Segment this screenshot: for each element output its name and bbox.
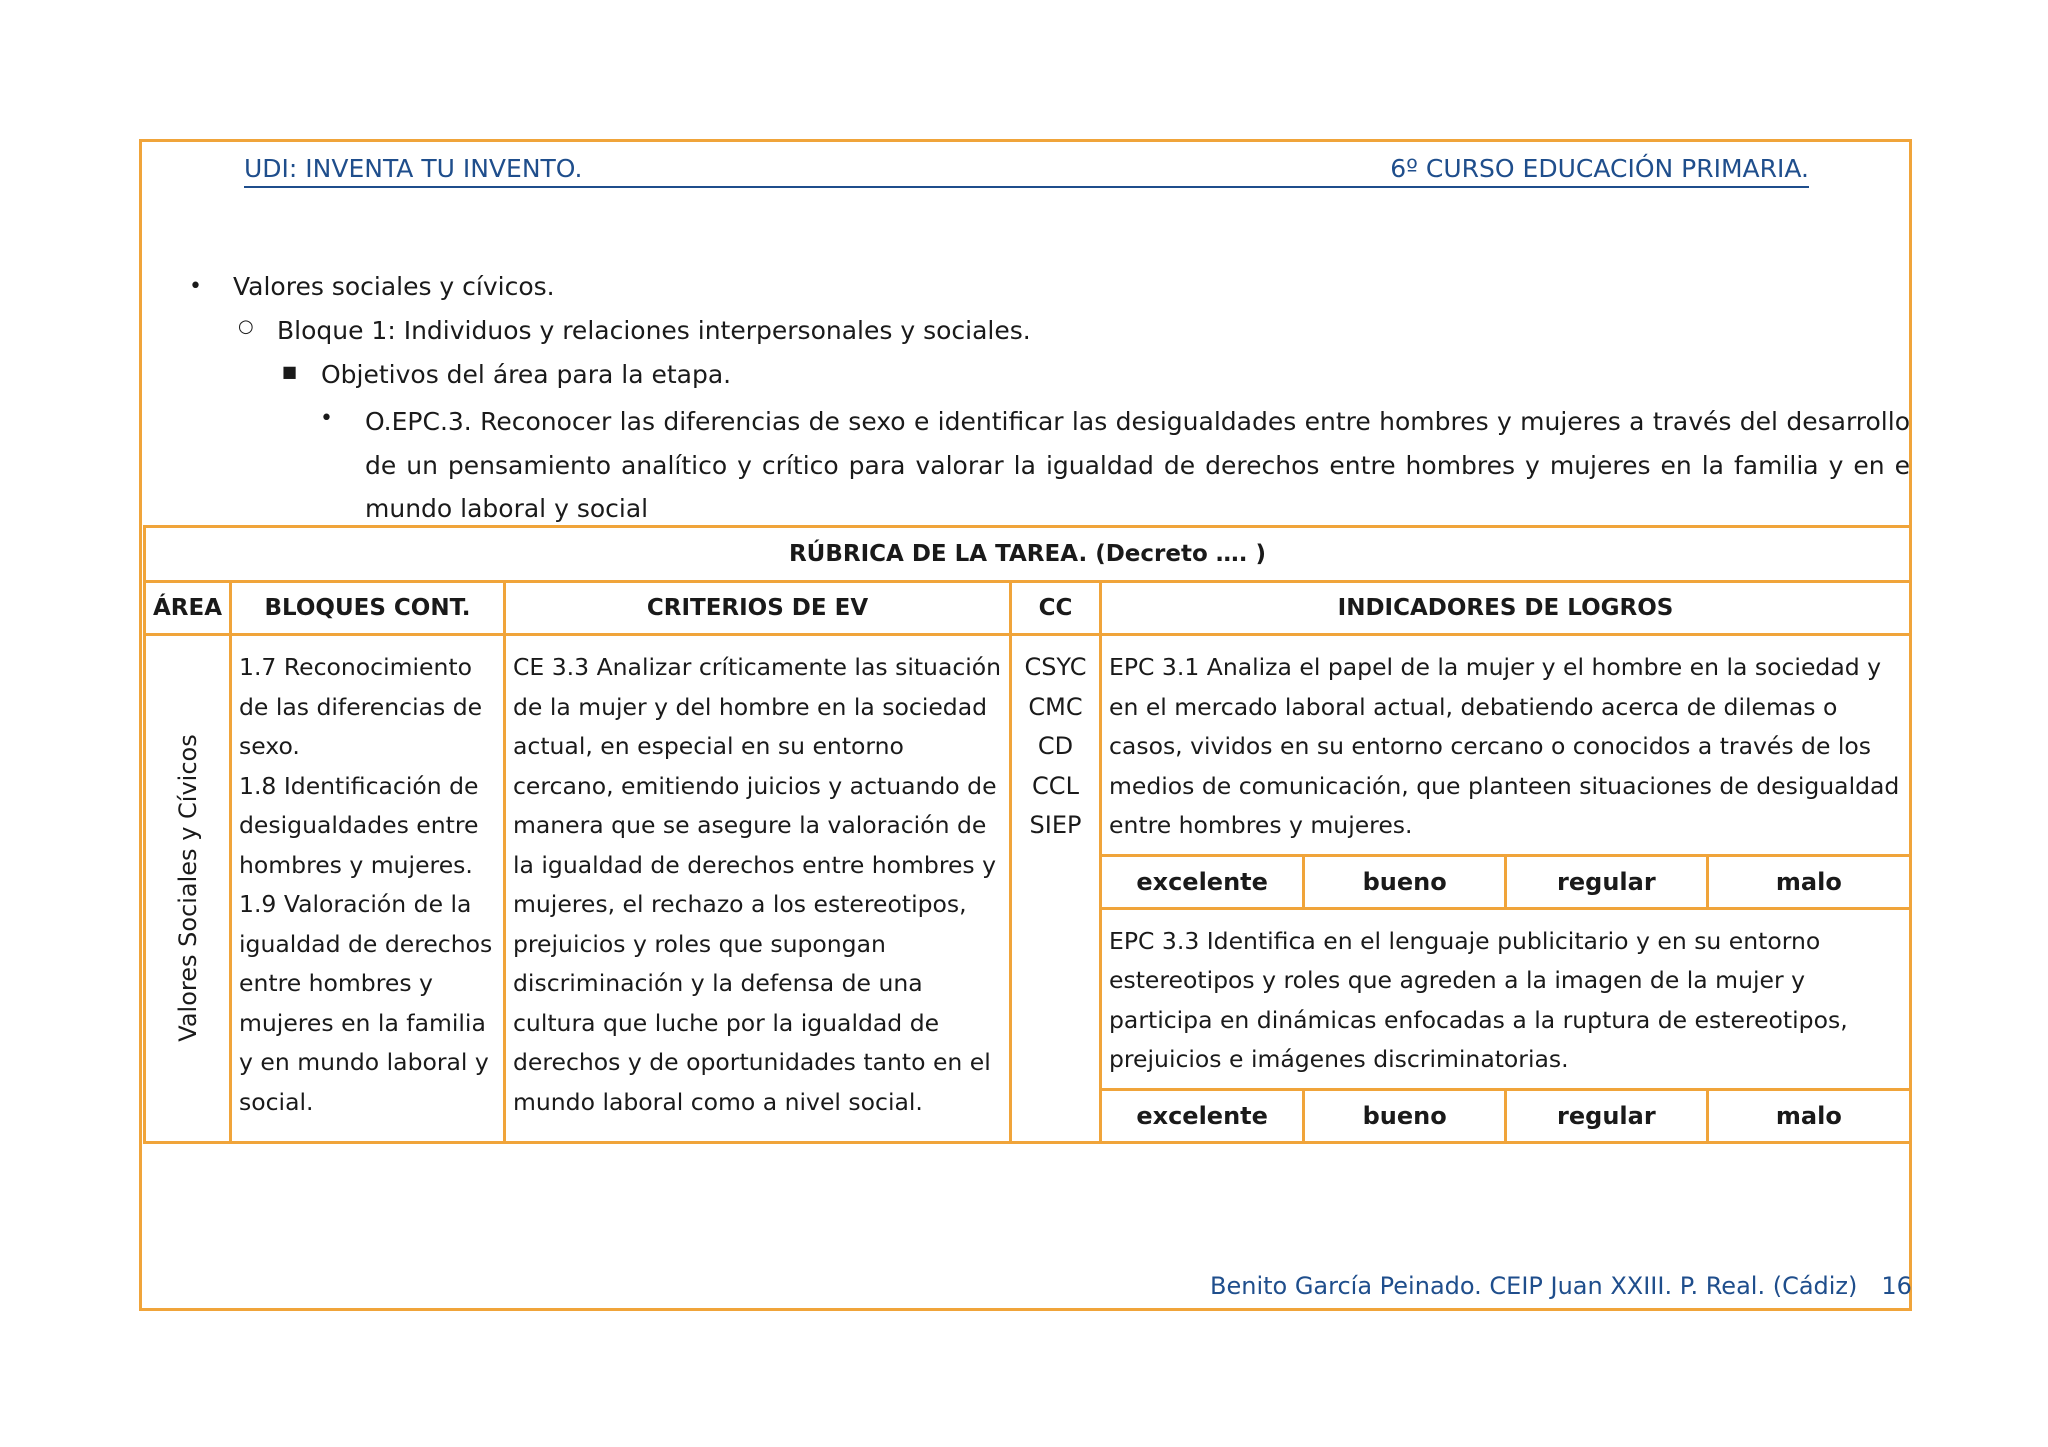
list-item-bloque: Bloque 1: Individuos y relaciones interpersonales y sociales. xyxy=(277,316,1031,345)
grade-excelente: excelente xyxy=(1102,855,1304,908)
list-item-objetivos: Objetivos del área para la etapa. xyxy=(321,360,732,389)
criterios-text: CE 3.3 Analizar críticamente las situación de la mujer y del hombre en la sociedad actual, en especial en su entorno cercano, emitiendo juicios y actuando de manera que se asegure la valoración de la igualdad de derechos entre hombres y mujeres, el rechazo a los estereotipos, prejuicios y roles que supongan discriminación y la defensa de una cultura que luche por la igualdad de derechos y de oportunidades tanto en el mundo laboral como a nivel social. xyxy=(513,653,1002,1116)
indicador-1 xyxy=(1102,636,1909,855)
list-item-area: Valores sociales y cívicos. xyxy=(233,272,555,301)
header-course: 6º CURSO EDUCACIÓN PRIMARIA. xyxy=(1390,154,1809,183)
cc-item: CSYC xyxy=(1024,653,1087,681)
area-name: Valores Sociales y Cívicos xyxy=(173,734,202,1042)
indicador-2-text: EPC 3.3 Identifica en el lenguaje publicitario y en su entorno estereotipos y roles que agreden a la imagen de la mujer y participa en dinámicas enfocadas a la ruptura de estereotipos, prejuicios e imágenes discriminatorias. xyxy=(1109,926,1848,1073)
cc-item: CCL xyxy=(1032,771,1079,800)
cc-cell xyxy=(1011,635,1101,1143)
page-header xyxy=(244,152,1809,188)
bullet-square-icon: ■ xyxy=(282,362,298,381)
header-criterios: CRITERIOS DE EV xyxy=(505,582,1011,635)
grade-regular: regular xyxy=(1506,855,1708,908)
cc-item: CD xyxy=(1037,732,1074,760)
objective-text: O.EPC.3. Reconocer las diferencias de sexo e identificar las desigualdades entre hombres y mujeres a través del desarrollo de un pensamiento analítico y crítico para valorar la igualdad de derechos entre hombres y mujeres en la familia y en e mundo laboral y social xyxy=(365,407,1910,523)
rubric-table xyxy=(143,525,1912,1144)
bullet-dot-icon: • xyxy=(320,406,333,431)
indicadores-cell xyxy=(1101,635,1911,1143)
footer-author: Benito García Peinado. CEIP Juan XXIII. P. Real. (Cádiz) xyxy=(1210,1272,1858,1300)
bullet-dot-icon: • xyxy=(189,274,202,299)
cc-item: CMC xyxy=(1028,692,1083,721)
header-indicadores: INDICADORES DE LOGROS xyxy=(1101,582,1911,635)
cc-list xyxy=(1012,636,1099,846)
grade-excelente: excelente xyxy=(1102,1089,1304,1141)
indicador-2 xyxy=(1102,908,1909,1089)
grade-malo: malo xyxy=(1707,855,1909,908)
grade-bueno: bueno xyxy=(1304,855,1506,908)
grade-regular: regular xyxy=(1506,1089,1708,1141)
grade-bueno: bueno xyxy=(1304,1089,1506,1141)
grade-malo: malo xyxy=(1707,1089,1909,1141)
grade-row-1 xyxy=(1102,855,1909,908)
header-udi-title: UDI: INVENTA TU INVENTO. xyxy=(244,154,583,183)
bloques-text: 1.7 Reconocimiento de las diferencias de sexo. 1.8 Identificación de desigualdades entre hombres y mujeres. 1.9 Valoración de la igualdad de derechos entre hombres y mujeres en la familia y en mundo laboral y social. xyxy=(239,653,493,1116)
area-cell xyxy=(145,635,231,1143)
grade-row-2 xyxy=(1102,1089,1909,1141)
header-bloques: BLOQUES CONT. xyxy=(231,582,505,635)
page-footer xyxy=(1210,1272,1912,1300)
criterios-cell xyxy=(505,635,1011,1143)
header-cc: CC xyxy=(1011,582,1101,635)
rubric-title: RÚBRICA DE LA TAREA. (Decreto …. ) xyxy=(145,527,1911,582)
cc-item: SIEP xyxy=(1029,811,1082,839)
header-area: ÁREA xyxy=(145,582,231,635)
page-number: 16 xyxy=(1881,1272,1912,1300)
bloques-cell xyxy=(231,635,505,1143)
bullet-circle-icon: ○ xyxy=(238,316,254,337)
indicador-1-text: EPC 3.1 Analiza el papel de la mujer y el hombre en la sociedad y en el mercado laboral actual, debatiendo acerca de dilemas o casos, vividos en su entorno cercano o conocidos a través de los medios de comunicación, que planteen situaciones de desigualdad entre hombres y mujeres. xyxy=(1109,653,1900,839)
indicadores-table xyxy=(1102,636,1909,1141)
